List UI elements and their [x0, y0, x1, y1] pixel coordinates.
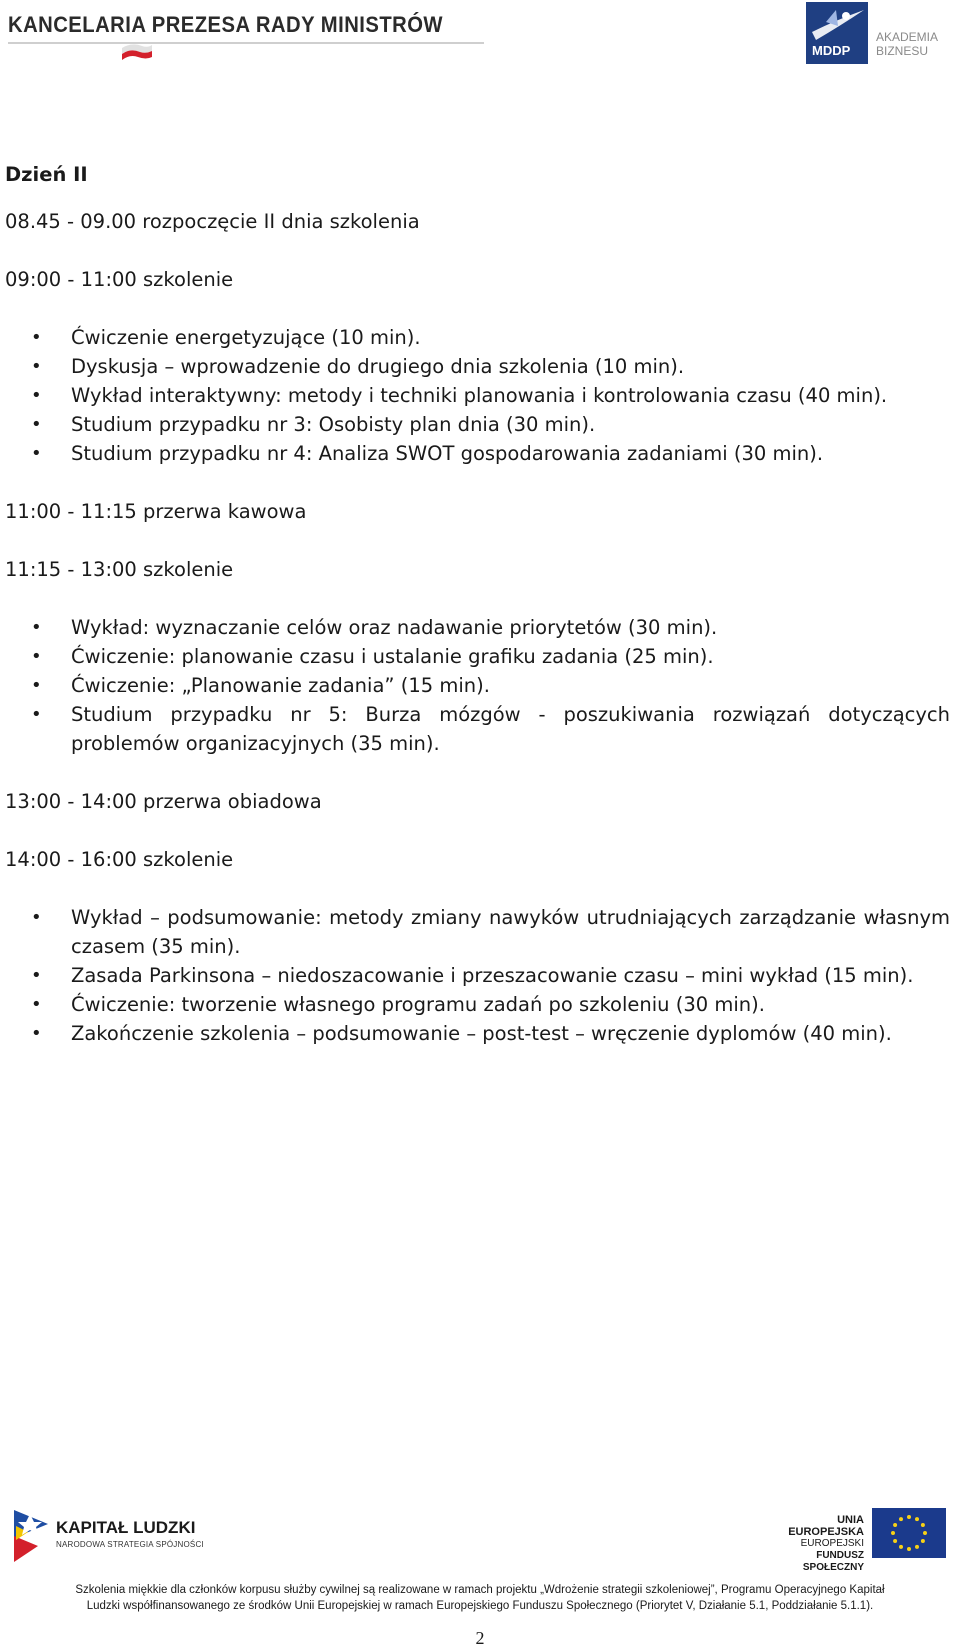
time-slot: 11:15 - 13:00 szkolenie — [5, 558, 234, 581]
eu-star-icon — [891, 1531, 895, 1535]
eu-flag-icon — [872, 1508, 946, 1558]
biznesu-line: BIZNESU — [876, 44, 929, 58]
kprm-logo — [8, 12, 481, 38]
schedule-sections — [5, 207, 950, 1048]
eu-star-icon — [907, 1515, 911, 1519]
agenda-item: • Wykład interaktywny: metody i techniki planowania i kontrolowania czasu (40 min). — [5, 381, 950, 410]
eu-star-icon — [921, 1523, 925, 1527]
eu-star-icon — [915, 1545, 919, 1549]
agenda-item: • Studium przypadku nr 3: Osobisty plan dnia (30 min). — [5, 410, 950, 439]
agenda-list — [5, 613, 950, 758]
time-slot: 08.45 - 09.00 rozpoczęcie II dnia szkolenia — [5, 210, 420, 233]
eu-star-icon — [907, 1547, 911, 1551]
eu-star-icon — [899, 1545, 903, 1549]
eu-star-icon — [921, 1539, 925, 1543]
time-slot: 09:00 - 11:00 szkolenie — [5, 268, 234, 291]
eu-star-icon — [893, 1539, 897, 1543]
ue-line1: UNIA EUROPEJSKA — [788, 1514, 864, 1538]
kapital-ludzki-title: KAPITAŁ LUDZKI — [56, 1518, 196, 1537]
kapital-ludzki-subtitle: NARODOWA STRATEGIA SPÓJNOŚCI — [56, 1540, 204, 1549]
mddp-badge-text: MDDP — [812, 43, 851, 58]
eu-star-icon — [923, 1531, 927, 1535]
agenda-item: • Studium przypadku nr 5: Burza mózgów - poszukiwania rozwiązań dotyczących problemów organizacyjnych (35 min). — [5, 700, 950, 758]
agenda-item: • Studium przypadku nr 4: Analiza SWOT gospodarowania zadaniami (30 min). — [5, 439, 950, 468]
footer-note-line2: Ludzki współfinansowanego ze środków Unii Europejskiej w ramach Europejskiego Funduszu Społecznego (Priorytet V, Działanie 5.1, Poddziałanie 5.1.1). — [86, 1600, 874, 1612]
time-slot: 13:00 - 14:00 przerwa obiadowa — [5, 790, 322, 813]
time-slot: 14:00 - 16:00 szkolenie — [5, 848, 234, 871]
footer-logos — [0, 1500, 960, 1573]
agenda-item: • Zasada Parkinsona – niedoszacowanie i przeszacowanie czasu – mini wykład (15 min). — [5, 961, 950, 990]
agenda-list — [5, 323, 950, 468]
agenda-item: • Wykład – podsumowanie: metody zmiany nawyków utrudniających zarządzanie własnym czasem (35 min). — [5, 903, 950, 961]
time-slot: 11:00 - 11:15 przerwa kawowa — [5, 500, 307, 523]
page-header — [0, 0, 960, 72]
page-number: 2 — [475, 1628, 485, 1648]
footer-note — [0, 1582, 960, 1614]
akademia-line: AKADEMIA — [876, 30, 939, 44]
ue-line3: FUNDUSZ SPOŁECZNY — [802, 1550, 864, 1573]
agenda-item: • Zakończenie szkolenia – podsumowanie – post-test – wręczenie dyplomów (40 min). — [5, 1019, 950, 1048]
agenda-item: • Ćwiczenie energetyzujące (10 min). — [5, 323, 950, 352]
mddp-logo — [806, 2, 868, 64]
day-title: Dzień II — [5, 163, 88, 186]
kprm-logo-rule — [8, 42, 484, 44]
akademia-biznesu-logo — [876, 30, 938, 58]
kapital-ludzki-logo-icon — [10, 1506, 52, 1564]
agenda-item: • Dyskusja – wprowadzenie do drugiego dnia szkolenia (10 min). — [5, 352, 950, 381]
ue-efs-text — [764, 1514, 864, 1574]
eu-star-icon — [899, 1517, 903, 1521]
agenda-item: • Wykład: wyznaczanie celów oraz nadawanie priorytetów (30 min). — [5, 613, 950, 642]
schedule-content — [5, 160, 950, 1077]
eu-star-icon — [893, 1523, 897, 1527]
agenda-list — [5, 903, 950, 1048]
footer-note-line1: Szkolenia miękkie dla członków korpusu służby cywilnej są realizowane w ramach projektu „Wdrożenie strategii szkoleniowej”, Programu Operacyjnego Kapitał — [75, 1584, 885, 1596]
agenda-item: • Ćwiczenie: tworzenie własnego programu zadań po szkoleniu (30 min). — [5, 990, 950, 1019]
agenda-item: • Ćwiczenie: „Planowanie zadania” (15 min). — [5, 671, 950, 700]
kprm-logo-text: KANCELARIA PREZESA RADY MINISTRÓW — [8, 12, 443, 37]
polish-flag-icon — [120, 42, 154, 60]
eu-star-icon — [915, 1517, 919, 1521]
agenda-item: • Ćwiczenie: planowanie czasu i ustalanie grafiku zadania (25 min). — [5, 642, 950, 671]
ue-line2: EUROPEJSKI — [800, 1538, 864, 1549]
